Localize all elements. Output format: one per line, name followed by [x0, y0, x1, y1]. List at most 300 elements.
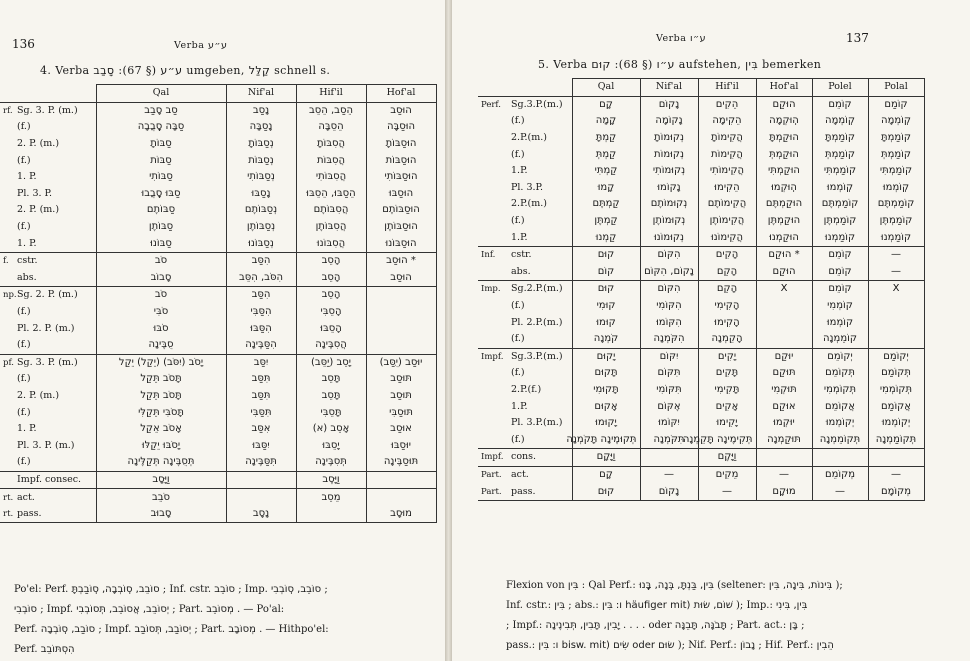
title-gloss1: umgeben,: [186, 64, 245, 77]
cross-mark: X: [756, 281, 812, 298]
column-header: Hif'il: [698, 79, 756, 97]
row-label: Sg. 2. P. (m.): [14, 287, 96, 304]
table-cell: אִסַּב: [226, 421, 296, 438]
table-cell: נָסַבָּה: [226, 119, 296, 136]
table-cell: נְסַבּוֹת: [226, 152, 296, 169]
footnote-hebrew: בִּינוֹת, בִּינָה, בִּין: [768, 580, 833, 591]
table-cell: [812, 449, 868, 467]
footnote-hebrew: בִּין: [567, 580, 579, 591]
table-cell: הוּסַבּוֹתֶם: [366, 202, 436, 219]
table-cell: מְקוֹמֵם: [812, 466, 868, 483]
row-section-label: Part.: [478, 483, 508, 500]
table-cell: סֹב: [96, 287, 226, 304]
table-cell: יִסַּב: [226, 354, 296, 371]
row-section-label: [478, 113, 508, 130]
table-cell: —: [868, 466, 924, 483]
row-section-label: [0, 202, 14, 219]
row-label: Pl. 3. P. (m.): [17, 439, 75, 451]
table-row: [0, 270, 436, 287]
table-cell: קוֹמַמְתָּ: [868, 130, 924, 147]
footnote-line: [506, 576, 843, 595]
table-cell: הֽוּקְמָה: [756, 113, 812, 130]
table-cell: קוֹמֵם: [812, 281, 868, 298]
row-label: Impf. consec.: [14, 471, 96, 489]
table-cell: הֲסִבּוֹנוּ: [296, 235, 366, 252]
table-cell: הִסַּב: [226, 252, 296, 269]
table-title: [538, 58, 821, 71]
title-ref: (§ 67):: [118, 64, 157, 77]
column-header: [478, 79, 508, 97]
title-gloss1-hebrew: סָבַב: [93, 64, 115, 77]
footnote-text: ; Part.: [172, 604, 204, 615]
table-row: [0, 186, 436, 203]
table-cell: יוּקַם: [756, 348, 812, 365]
row-label: (f.): [511, 215, 525, 227]
table-cell: הֵסַב, הֵסֵב: [296, 102, 366, 119]
table-cell: תָּקוּמִי: [572, 382, 640, 399]
table-cell: יוּקְמוּ: [756, 415, 812, 432]
table-row: [478, 348, 924, 365]
table-cell: הוּקַמְתִּי: [756, 163, 812, 180]
table-cell: קוֹמֵמְנָה: [812, 331, 868, 348]
table-cell: יִקּוֹם: [640, 348, 698, 365]
table-cell: קוֹמַם: [868, 96, 924, 113]
table-cell: סָבוּב: [96, 506, 226, 523]
table-cell: קוֹמַמְתֶּן: [868, 213, 924, 230]
row-label: cstr.: [14, 252, 96, 269]
table-cell: אֶקּוֹם: [640, 398, 698, 415]
footnote-line: [14, 580, 328, 599]
table-cell: נְקוּמוֹתֶם: [640, 196, 698, 213]
footnote-hebrew: בִּין: [538, 640, 550, 651]
title-ref: (§ 68):: [614, 58, 653, 71]
table-cell: תּוּסַבֶּינָה: [366, 454, 436, 471]
table-cell: נְסַבּוֹנוּ: [226, 235, 296, 252]
footnote-hebrew: שׁוֹם, שׂוּת: [693, 600, 733, 611]
table-cell: קַמְנוּ: [572, 229, 640, 246]
table-row: [0, 287, 436, 304]
table-cell: נָקוֹמוּ: [640, 180, 698, 197]
table-cell: תִּסַּבִּי: [226, 404, 296, 421]
row-section-label: Imp.: [478, 281, 508, 298]
row-section-label: Inf.: [478, 246, 508, 263]
table-cell: הִקּוֹם: [640, 246, 698, 263]
column-header: Hof'al: [366, 85, 436, 103]
table-row: [0, 421, 436, 438]
table-row: [0, 219, 436, 236]
table-cell: נְקוּמוֹתִי: [640, 163, 698, 180]
table-cell: נְסַבּוֹתָ: [226, 136, 296, 153]
table-cell: הוּסַבּוֹתִי: [366, 169, 436, 186]
row-label: act.: [14, 489, 96, 506]
row-section-label: [0, 471, 14, 489]
table-cell: קֽוֹמְמָה: [812, 113, 868, 130]
page-number: 137: [846, 31, 869, 45]
table-cell: תִּקּוֹם: [640, 365, 698, 382]
table-cell: קוֹמְמוּ: [812, 314, 868, 331]
footnote-hebrew: סוֹבֵב: [214, 584, 236, 595]
table-cell: —: [868, 246, 924, 263]
footnote-hebrew: יְסוֹבַב, תְּסוֹבַב: [134, 624, 192, 635]
row-section-label: [0, 235, 14, 252]
table-cell: הִקֹּמְנָה: [640, 331, 698, 348]
table-cell: הִסַּבּוּ: [226, 320, 296, 337]
row-section-label: [0, 437, 14, 454]
table-cell: הֲסִבּוֹתִי: [296, 169, 366, 186]
table-row: [478, 96, 924, 113]
table-cell: הָסֵבּוּ: [296, 320, 366, 337]
table-cell: * הוּקַם: [756, 246, 812, 263]
table-cell: קוֹמְמִי: [812, 298, 868, 315]
title-gloss1: aufstehen,: [678, 58, 742, 71]
table-cell: וַיָּסָב: [96, 471, 226, 489]
footnote-hebrew: סוֹבֵב, סֽוֹבְבִי: [270, 584, 322, 595]
table-cell: יִסַּבּוּ: [226, 437, 296, 454]
row-section-label: [478, 365, 508, 382]
table-cell: הֲסִבּוֹת: [296, 152, 366, 169]
table-cell: מְקוֹמָם: [868, 483, 924, 500]
table-row: [478, 298, 924, 315]
table-row: [478, 466, 924, 483]
table-cell: הוּסַב: [366, 102, 436, 119]
table-cell: קַמְתִּי: [572, 163, 640, 180]
table-cell: קוֹמֵם: [812, 96, 868, 113]
table-cell: הָקִימִי: [698, 298, 756, 315]
table-cell: הוּסַבּוּ: [366, 186, 436, 203]
table-cell: תָּסֹב תֵּקַל: [96, 371, 226, 388]
row-section-label: [478, 163, 508, 180]
table-cell: קוּם: [572, 483, 640, 500]
table-cell: תִּקֹּמְנָה: [640, 431, 698, 448]
table-cell: הִקּוֹמוּ: [640, 314, 698, 331]
table-cell: קָם: [572, 466, 640, 483]
footnote-line: [14, 640, 75, 659]
row-label: (f.): [511, 148, 525, 160]
table-cell: הֵסֵבָּה: [296, 119, 366, 136]
table-row: [0, 371, 436, 388]
table-cell: תָּסֵב: [296, 371, 366, 388]
table-cell: הוּקַם: [756, 264, 812, 281]
running-head-text: Verba: [656, 33, 687, 44]
column-header: Polel: [812, 79, 868, 97]
table-row: [0, 471, 436, 489]
row-section-label: f.: [0, 252, 14, 269]
row-label: 1. P.: [17, 237, 37, 249]
footnote-text: ; Impf.: [40, 604, 74, 615]
footnote-text: ; Impf.: [98, 624, 132, 635]
table-row: [0, 119, 436, 136]
table-cell: הֵקִימוּ: [698, 180, 756, 197]
table-cell: קֽוֹמְמָה: [868, 113, 924, 130]
table-cell: תִּסַּבֶּינָה: [226, 454, 296, 471]
table-cell: תְּקוֹמַמְנָה: [868, 431, 924, 448]
table-cell: יוּסַבּוּ: [366, 437, 436, 454]
row-section-label: [478, 298, 508, 315]
cross-mark: X: [868, 281, 924, 298]
table-row: [0, 152, 436, 169]
table-cell: יְקוֹמֵם: [812, 348, 868, 365]
footnote-line: [506, 596, 807, 615]
table-cell: קָמָה: [572, 113, 640, 130]
table-cell: קוּם: [572, 281, 640, 298]
table-row: [478, 398, 924, 415]
table-cell: הִסֹּב, הִסֵּב: [226, 270, 296, 287]
table-cell: —: [756, 466, 812, 483]
row-section-label: [0, 454, 14, 471]
row-label: (f.): [17, 373, 31, 385]
table-cell: * הוּסַב: [366, 252, 436, 269]
row-section-label: [478, 382, 508, 399]
row-section-label: Impf.: [478, 449, 508, 467]
table-cell: הָקִימוּ: [698, 314, 756, 331]
table-cell: קוֹמַמְתֶּם: [868, 196, 924, 213]
table-cell: קוֹמַמְנוּ: [812, 229, 868, 246]
table-cell: יָקִימוּ: [698, 415, 756, 432]
footnote-hebrew: מְסוֹבֵב: [206, 604, 234, 615]
table-cell: יָסֹבּוּ יֵקַלּוּ: [96, 437, 226, 454]
table-cell: סַבּוֹתָ: [96, 136, 226, 153]
table-cell: הָקִים: [698, 246, 756, 263]
footnote-hebrew: סוֹבְבִי: [14, 604, 38, 615]
footnote-hebrew: סוֹבַב, סֽוֹבְבָה: [40, 624, 96, 635]
table-cell: יָסֵב (יַסֵּב): [296, 354, 366, 371]
table-row: [0, 404, 436, 421]
right-page: [452, 0, 970, 661]
row-label: 2.P.(m.): [511, 198, 547, 210]
table-cell: הֲסִבּוֹתָ: [296, 136, 366, 153]
footnote-text: (seltener:: [717, 580, 766, 591]
footnote-text: ; Imp.: [238, 584, 268, 595]
table-cell: אֲקוֹמַם: [868, 398, 924, 415]
table-row: [0, 136, 436, 153]
table-cell: הִקּוֹמִי: [640, 298, 698, 315]
table-cell: יוּסַב (יֻסַּב): [366, 354, 436, 371]
table-cell: הָסֵב: [296, 252, 366, 269]
footnote-line: [506, 636, 834, 655]
table-cell: הוּסַבּוֹתָ: [366, 136, 436, 153]
table-cell: הֲקִימוֹתֶן: [698, 213, 756, 230]
table-cell: קַמְתְּ: [572, 146, 640, 163]
row-label: abs.: [17, 271, 37, 283]
table-cell: קוּמוּ: [572, 314, 640, 331]
table-cell: הָסֵבִּי: [296, 304, 366, 321]
footnote-text: . . . . oder: [623, 620, 672, 631]
footnote-hebrew: תָּבֹנָּה, תָּבֵנָּה: [674, 620, 727, 631]
table-cell: [756, 331, 812, 348]
table-cell: [366, 320, 436, 337]
footnote-hebrew: בִּין: [601, 600, 613, 611]
row-label: Pl. 3.P.: [511, 181, 544, 193]
table-cell: הֵקִימָה: [698, 113, 756, 130]
book-gutter: [445, 0, 452, 661]
table-cell: קֹמְנָה: [572, 331, 640, 348]
title-gloss2: bemerken: [762, 58, 822, 71]
row-label: 2. P. (m.): [17, 204, 60, 216]
footnote-hebrew: נָבוֹן: [739, 640, 756, 651]
table-cell: וַיָּקֶם: [698, 449, 756, 467]
table-row: [0, 202, 436, 219]
footnote-hebrew: סוֹבֵב, סֽוֹבְבָה, סֽוֹבַבְתָּ: [71, 584, 160, 595]
table-cell: נָקוֹמָה: [640, 113, 698, 130]
table-cell: קוֹמַמְתֶּם: [812, 196, 868, 213]
table-cell: יָסֵבּוּ: [296, 437, 366, 454]
table-cell: מֵסֵב: [296, 489, 366, 506]
row-label: 2. P. (m.): [17, 138, 60, 150]
table-row: [0, 354, 436, 371]
footnote-text: pass.:: [506, 640, 536, 651]
row-label: 1.P.: [511, 400, 528, 412]
row-section-label: rf.: [3, 105, 13, 116]
table-cell: הוּסַב: [366, 270, 436, 287]
table-cell: הֵסַבּוּ, הֵסֵבּוּ: [296, 186, 366, 203]
row-section-label: rt.: [0, 506, 14, 523]
table-cell: [868, 314, 924, 331]
row-label: Pl. 2. P. (m.): [17, 322, 75, 334]
table-cell: —: [868, 264, 924, 281]
table-row: [478, 415, 924, 432]
table-cell: תּוּסַב: [366, 388, 436, 405]
title-hebrew: ע״ע: [160, 64, 183, 77]
table-row: [478, 146, 924, 163]
footnote-text: Inf. cstr.:: [506, 600, 552, 611]
footnote-hebrew: יְסוֹבֵב, אֲסוֹבֵב, תְּסוֹבְבִי: [76, 604, 170, 615]
footnote-text: ; Hif. Perf.:: [758, 640, 814, 651]
table-cell: קוֹמַמְתִּי: [812, 163, 868, 180]
row-label: 2. P. (m.): [17, 389, 60, 401]
table-cell: הֲקִימוֹתָ: [698, 130, 756, 147]
table-cell: הֲסִבֶּינָה: [296, 337, 366, 354]
row-section-label: Perf.: [481, 99, 501, 110]
footnote-hebrew: שׂוּם oder שִׂים: [613, 640, 675, 651]
table-cell: סַבּוּ סָֽבֲבוּ: [96, 186, 226, 203]
table-row: [0, 235, 436, 252]
table-cell: הִסַּב: [226, 287, 296, 304]
row-section-label: [0, 270, 14, 287]
row-section-label: [0, 136, 14, 153]
running-head: [174, 40, 227, 51]
title-gloss2-hebrew: קַלַּל: [248, 64, 271, 77]
row-label: (f.): [17, 221, 31, 233]
table-cell: קוּמִי: [572, 298, 640, 315]
table-cell: [366, 489, 436, 506]
footnote-text: Perf.: [14, 624, 38, 635]
title-gloss2-hebrew: בִּין: [745, 58, 759, 71]
running-head-hebrew: ע״ע: [207, 40, 228, 51]
footnote-hebrew: בִּין: [554, 600, 566, 611]
table-cell: אָסֹב אֵקַל: [96, 421, 226, 438]
table-cell: וַיָּסֶב: [296, 471, 366, 489]
table-row: [0, 489, 436, 506]
row-section-label: pf.: [0, 354, 14, 371]
table-cell: תּוּסַב: [366, 371, 436, 388]
table-cell: הוּקַמְנוּ: [756, 229, 812, 246]
row-label: cstr.: [508, 246, 572, 263]
table-cell: נָקוֹם, הִקּוֹם: [640, 264, 698, 281]
table-cell: מוּקָם: [756, 483, 812, 500]
footnote-text: . — Hithpo'el:: [259, 624, 329, 635]
table-cell: סֻבֶּינָה: [96, 337, 226, 354]
table-cell: הֵקִים: [698, 96, 756, 113]
table-cell: הוּקַמְתָּ: [756, 130, 812, 147]
footnote-text: Perf.: [14, 644, 38, 655]
row-label: Sg. 3. P. (m.): [14, 354, 96, 371]
column-header: [508, 79, 572, 97]
row-label: pass.: [508, 483, 572, 500]
row-section-label: [0, 421, 14, 438]
table-cell: תָּקִימִי: [698, 382, 756, 399]
table-cell: קֽוֹמְמוּ: [812, 180, 868, 197]
table-row: [0, 506, 436, 523]
table-cell: סֹב: [96, 252, 226, 269]
row-label: (f.): [511, 433, 525, 445]
table-cell: קוֹמַמְתֶּן: [812, 213, 868, 230]
row-section-label: [478, 331, 508, 348]
row-label: (f.): [17, 406, 31, 418]
paradigm-table-ayin-waw: [478, 78, 925, 501]
table-cell: הוּסַבּוֹתֶן: [366, 219, 436, 236]
footnote-line: [506, 616, 804, 635]
table-cell: תְּקוֹמְמִי: [812, 382, 868, 399]
row-section-label: [478, 130, 508, 147]
page-number: 136: [12, 37, 35, 51]
table-cell: תְּקִימֶינָה תָּקֵמְנָה: [698, 431, 756, 448]
running-head: [656, 33, 706, 44]
table-row: [478, 229, 924, 246]
table-cell: הָקֵם: [698, 281, 756, 298]
table-cell: תָּסֵבִּי: [296, 404, 366, 421]
row-label: Sg.3.P.(m.): [508, 348, 572, 365]
footnote-text: Po'el: Perf.: [14, 584, 69, 595]
table-cell: נָקוֹם: [640, 96, 698, 113]
table-cell: אָקוּם: [572, 398, 640, 415]
table-cell: סֹבֵב: [96, 489, 226, 506]
row-section-label: [478, 146, 508, 163]
table-cell: סָבוֹב: [96, 270, 226, 287]
table-cell: יְקוֹמְמוּ: [812, 415, 868, 432]
row-label: 2.P.(f.): [511, 383, 542, 395]
table-cell: הִקּוֹם: [640, 281, 698, 298]
footnote-text: ;: [801, 620, 805, 631]
row-section-label: Part.: [478, 466, 508, 483]
footnote-text: ; Inf. cstr.: [162, 584, 212, 595]
row-section-label: [478, 398, 508, 415]
table-cell: יִקּוֹמוּ: [640, 415, 698, 432]
row-label: (f.): [511, 367, 525, 379]
table-cell: תְּסִבֶּינָה: [296, 454, 366, 471]
table-cell: הוּסַבּוֹנוּ: [366, 235, 436, 252]
table-cell: נָסָב: [226, 506, 296, 523]
table-row: [0, 304, 436, 321]
table-cell: סֹבּוּ: [96, 320, 226, 337]
column-header: Qal: [572, 79, 640, 97]
row-label: cons.: [508, 449, 572, 467]
table-cell: קוֹם: [572, 264, 640, 281]
row-label: Pl. 3. P.: [17, 187, 53, 199]
table-cell: תְּקוֹמֵם: [812, 365, 868, 382]
row-label: 1.P.: [511, 231, 528, 243]
column-header: [14, 85, 96, 103]
row-label: 1. P.: [17, 171, 37, 183]
column-header: Hif'il: [296, 85, 366, 103]
table-cell: סַבּוֹת: [96, 152, 226, 169]
table-cell: נָסַב: [226, 102, 296, 119]
table-cell: תִּקּוֹמִי: [640, 382, 698, 399]
column-header: Hof'al: [756, 79, 812, 97]
table-row: [0, 437, 436, 454]
row-label: act.: [508, 466, 572, 483]
table-row: [478, 163, 924, 180]
table-cell: אָקִים: [698, 398, 756, 415]
